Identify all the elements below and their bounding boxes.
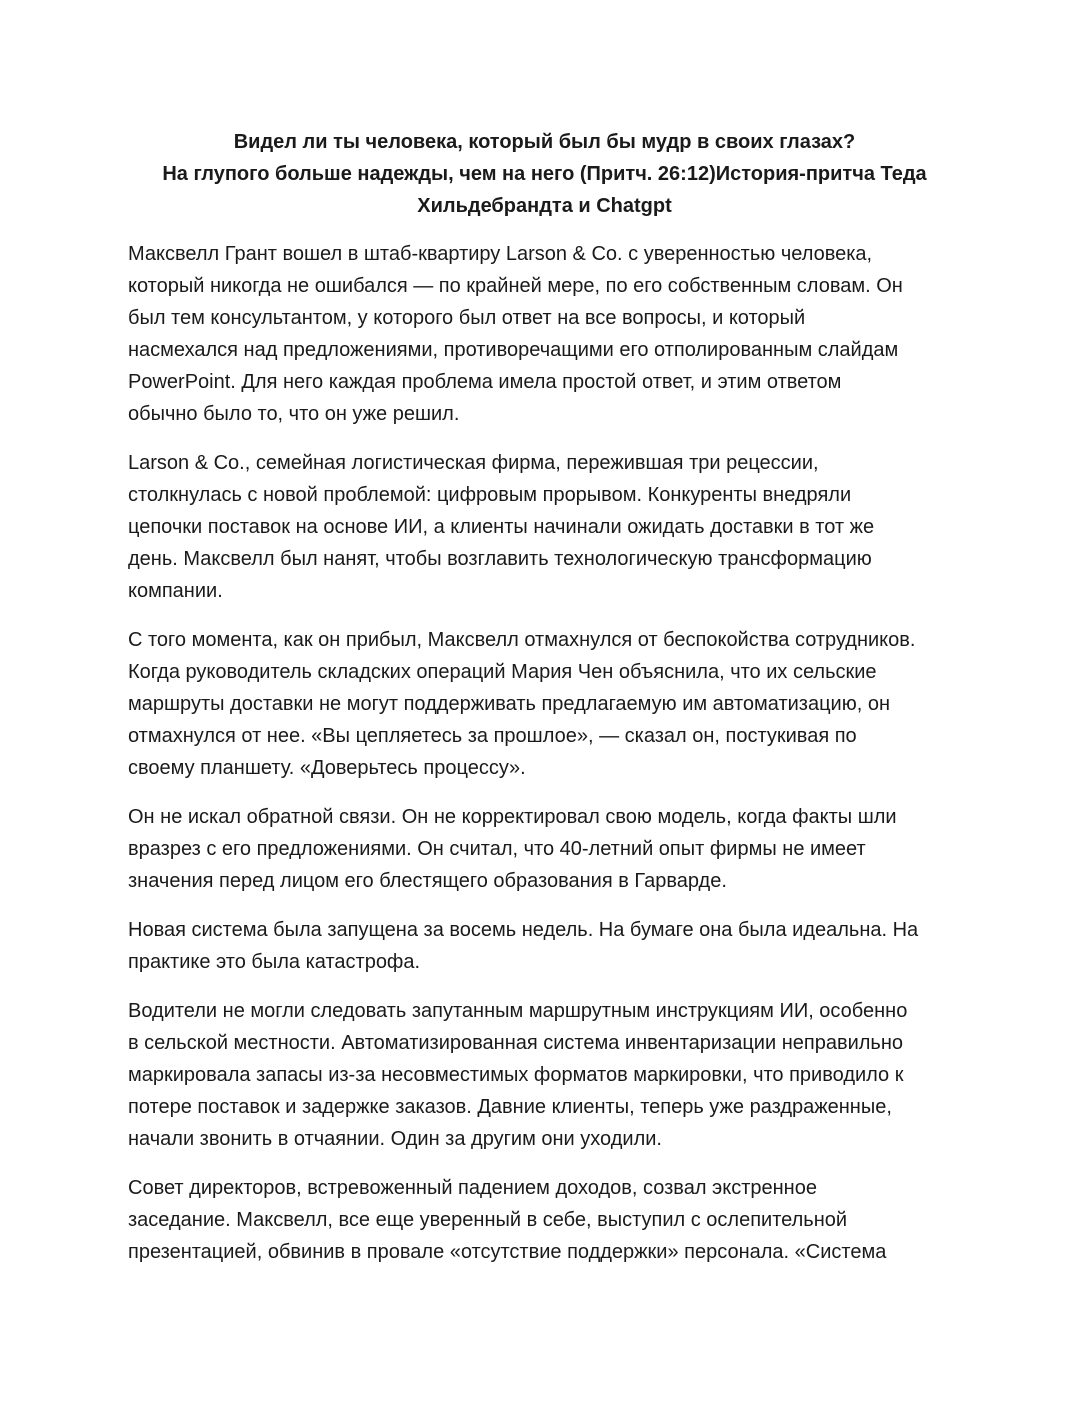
paragraph xyxy=(128,914,961,978)
text-line: значения перед лицом его блестящего образования в Гарварде. xyxy=(128,870,727,892)
text-line: обычно было то, что он уже решил. xyxy=(128,403,460,425)
text-line: компании. xyxy=(128,580,223,602)
text-line: отмахнулся от нее. «Вы цепляетесь за прошлое», — сказал он, постукивая по xyxy=(128,725,857,747)
title-line: Видел ли ты человека, который был бы мудр в своих глазах? xyxy=(233,131,856,153)
paragraph xyxy=(128,1172,961,1268)
text-line: начали звонить в отчаянии. Один за другим они уходили. xyxy=(128,1128,662,1150)
document-title xyxy=(128,126,961,222)
paragraph xyxy=(128,447,961,607)
text-line: маркировала запасы из-за несовместимых форматов маркировки, что приводило к xyxy=(128,1064,904,1086)
text-line: был тем консультантом, у которого был ответ на все вопросы, и который xyxy=(128,307,806,329)
text-line: Larson & Co., семейная логистическая фирма, пережившая три рецессии, xyxy=(128,452,819,474)
text-line: PowerPoint. Для него каждая проблема имела простой ответ, и этим ответом xyxy=(128,371,842,393)
text-line: Он не искал обратной связи. Он не корректировал свою модель, когда факты шли xyxy=(128,806,897,828)
text-line: маршруты доставки не могут поддерживать предлагаемую им автоматизацию, он xyxy=(128,693,891,715)
text-line: С того момента, как он прибыл, Максвелл отмахнулся от беспокойства сотрудников. xyxy=(128,629,916,651)
text-line: Новая система была запущена за восемь недель. На бумаге она была идеальна. На xyxy=(128,919,919,941)
paragraph xyxy=(128,624,961,784)
text-line: потере поставок и задержке заказов. Давние клиенты, теперь уже раздраженные, xyxy=(128,1096,892,1118)
document-body xyxy=(128,238,961,1268)
paragraph xyxy=(128,995,961,1155)
text-line: презентацией, обвинив в провале «отсутствие поддержки» персонала. «Система xyxy=(128,1241,887,1263)
text-line: в сельской местности. Автоматизированная система инвентаризации неправильно xyxy=(128,1032,904,1054)
title-line: На глупого больше надежды, чем на него (Притч. 26:12)История-притча Теда xyxy=(162,163,927,185)
document-content xyxy=(128,126,961,1285)
paragraph xyxy=(128,238,961,430)
text-line: практике это была катастрофа. xyxy=(128,951,421,973)
text-line: насмехался над предложениями, противоречащими его отполированным слайдам xyxy=(128,339,899,361)
text-line: цепочки поставок на основе ИИ, а клиенты начинали ожидать доставки в тот же xyxy=(128,516,875,538)
text-line: день. Максвелл был нанят, чтобы возглавить технологическую трансформацию xyxy=(128,548,872,570)
text-line: своему планшету. «Доверьтесь процессу». xyxy=(128,757,526,779)
text-line: Максвелл Грант вошел в штаб-квартиру Larson & Co. с уверенностью человека, xyxy=(128,243,873,265)
text-line: который никогда не ошибался — по крайней мере, по его собственным словам. Он xyxy=(128,275,903,297)
paragraph xyxy=(128,801,961,897)
title-line: Хильдебрандта и Chatgpt xyxy=(417,195,672,217)
text-line: Водители не могли следовать запутанным маршрутным инструкциям ИИ, особенно xyxy=(128,1000,908,1022)
text-line: Совет директоров, встревоженный падением доходов, созвал экстренное xyxy=(128,1177,817,1199)
text-line: заседание. Максвелл, все еще уверенный в себе, выступил с ослепительной xyxy=(128,1209,848,1231)
text-line: вразрез с его предложениями. Он считал, что 40-летний опыт фирмы не имеет xyxy=(128,838,866,860)
text-line: Когда руководитель складских операций Мария Чен объяснила, что их сельские xyxy=(128,661,877,683)
text-line: столкнулась с новой проблемой: цифровым прорывом. Конкуренты внедряли xyxy=(128,484,852,506)
